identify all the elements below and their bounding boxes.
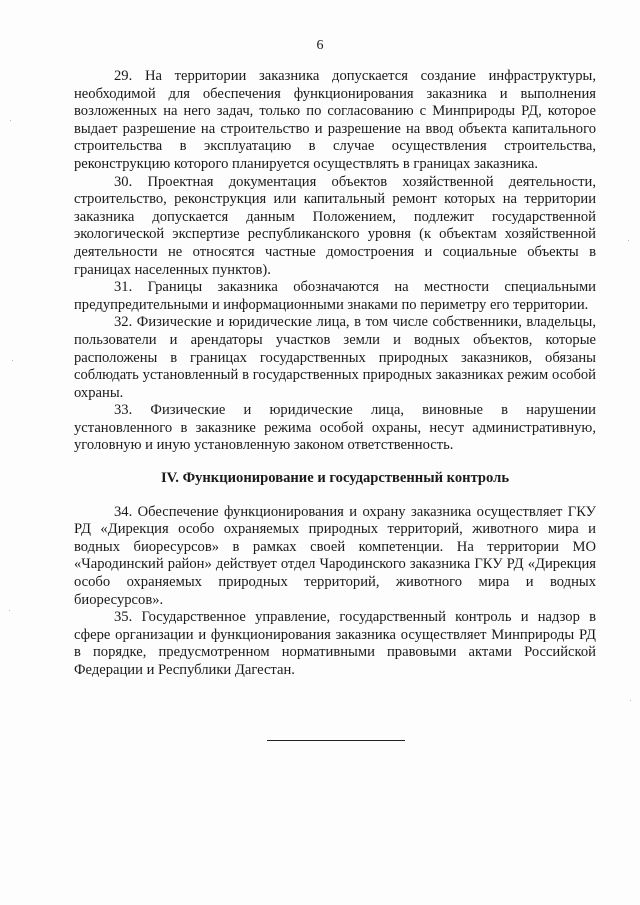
scan-speck (628, 240, 629, 241)
document-body (74, 68, 596, 680)
scan-speck (630, 700, 631, 701)
paragraph-31: 31. Границы заказника обозначаются на местности специальными предупредительными и информационными знаками по периметру его территории. (74, 279, 596, 313)
scan-speck (12, 360, 13, 361)
paragraph-30: 30. Проектная документация объектов хозяйственной деятельности, строительство, реконструкция или капитальный ремонт которых на территории заказника допускается данным Положением, подлежит государственной экологической экспертизе республиканского уровня (к объектам хозяйственной деятельности не относятся частные домостроения и социальные объекты в границах населенных пунктов). (74, 173, 596, 278)
scan-speck (10, 120, 11, 121)
paragraph-32: 32. Физические и юридические лица, в том числе собственники, владельцы, пользователи и арендаторы участков земли и водных объектов, которые расположены в границах государственных природных заказников, обязаны соблюдать установленный в государственных природных заказниках режим особой охраны. (74, 314, 596, 401)
page-number: 6 (316, 38, 324, 53)
paragraph-34: 34. Обеспечение функционирования и охрану заказника осуществляет ГКУ РД «Дирекция особо охраняемых природных территорий, животного мира и водных биоресурсов» в рамках своей компетенции. На территории МО «Чародинский район» действует отдел Чародинского заказника ГКУ РД «Дирекция особо охраняемых природных территорий, животного мира и водных биоресурсов». (74, 503, 596, 608)
paragraph-29: 29. На территории заказника допускается создание инфраструктуры, необходимой для обеспечения функционирования заказника и выполнения возложенных на него задач, только по согласованию с Минприроды РД, которое выдает разрешение на строительство и разрешение на ввод объекта капитального строительства в эксплуатацию в случае осуществления строительства, реконструкцию которого планируется осуществлять в границах заказника. (74, 68, 596, 172)
paragraph-33: 33. Физические и юридические лица, виновные в нарушении установленного в заказнике режима особой охраны, несут административную, уголовную и иную установленную законом ответственность. (74, 402, 596, 454)
paragraph-35: 35. Государственное управление, государственный контроль и надзор в сфере организации и функционирования заказника осуществляет Минприроды РД в порядке, предусмотренном нормативными правовыми актами Российской Федерации и Республики Дагестан. (74, 609, 596, 678)
closing-divider (267, 740, 405, 741)
section-heading: IV. Функционирование и государственный контроль (160, 470, 510, 487)
scan-speck (9, 610, 10, 611)
